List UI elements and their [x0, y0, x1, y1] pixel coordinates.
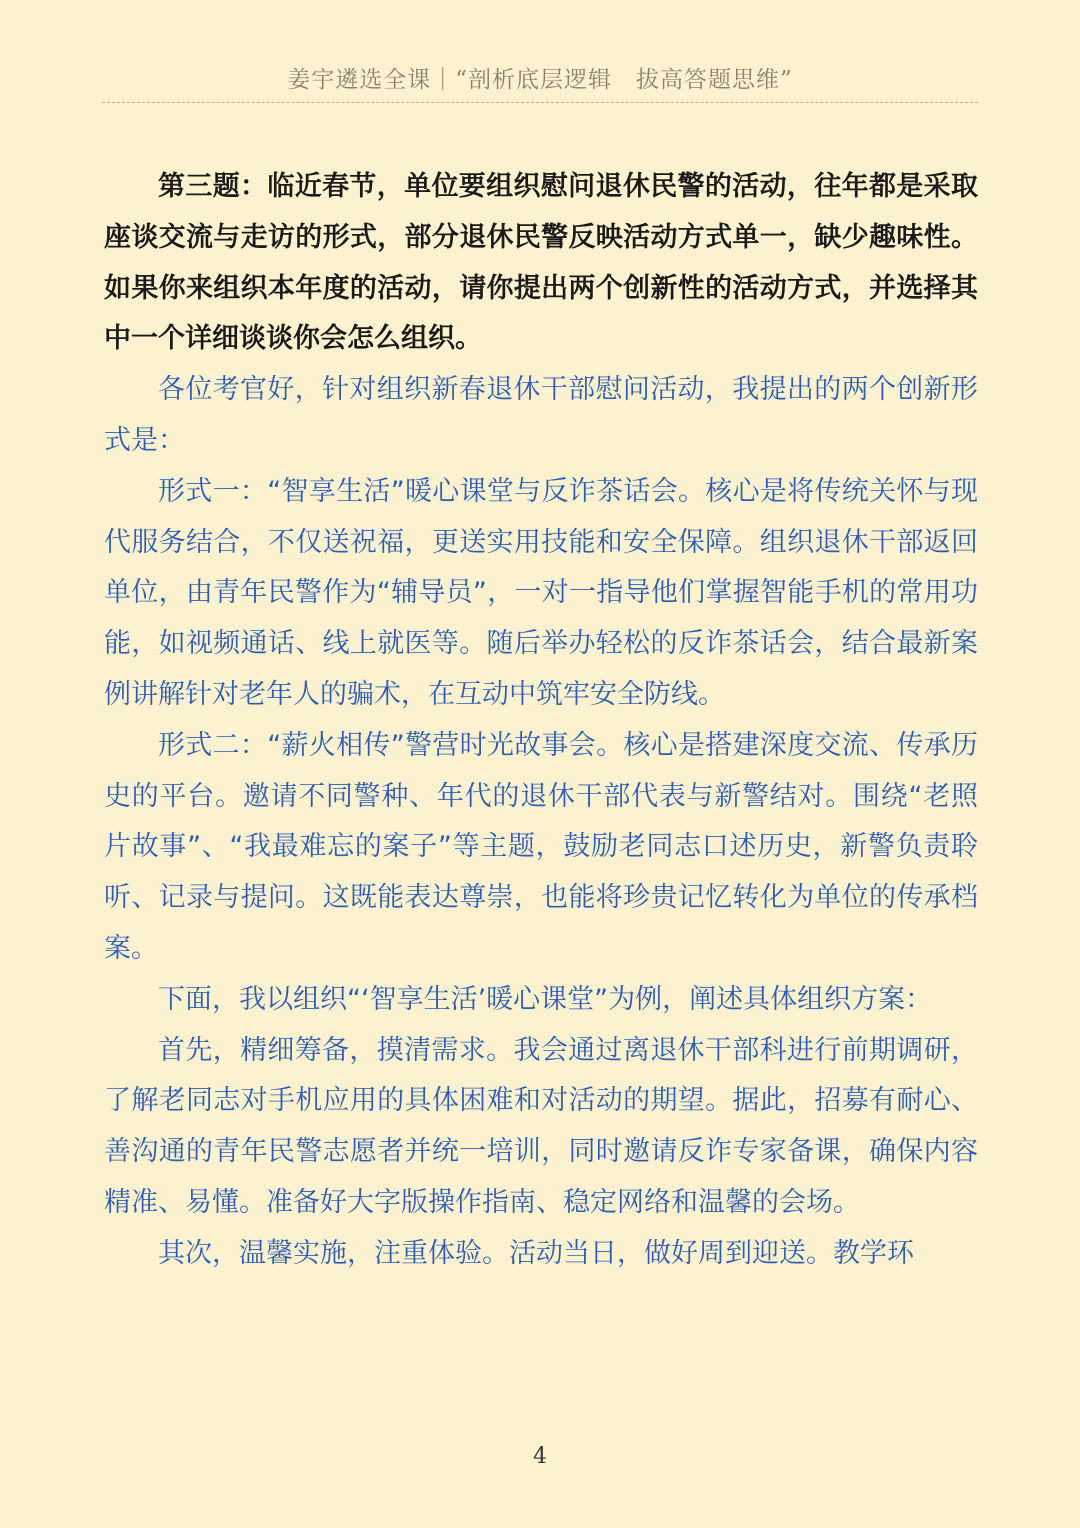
answer-paragraph-plan-intro: 下面，我以组织“‘智享生活’暖心课堂”为例，阐述具体组织方案： [158, 983, 933, 1015]
answer-paragraph-step-two: 其次，温馨实施，注重体验。活动当日，做好周到迎送。教学环 [158, 1237, 914, 1269]
header-title: 姜宇遴选全课｜“剖析底层逻辑 拔高答题思维” [287, 67, 793, 93]
page-header [102, 58, 978, 103]
answer-paragraph-intro: 各位考官好，针对组织新春退休干部慰问活动，我提出的两个创新形式是： [104, 374, 978, 456]
document-body [104, 162, 978, 1280]
answer-paragraph-form-two: 形式二：“薪火相传”警营时光故事会。核心是搭建深度交流、传承历史的平台。邀请不同警种、年代的退休干部代表与新警结对。围绕“老照片故事”、“我最难忘的案子”等主题，鼓励老同志口述历史，新警负责聆听、记录与提问。这既能表达尊崇，也能将珍贵记忆转化为单位的传承档案。 [104, 729, 978, 964]
answer-paragraph-step-one: 首先，精细筹备，摸清需求。我会通过离退休干部科进行前期调研，了解老同志对手机应用的具体困难和对活动的期望。据此，招募有耐心、善沟通的青年民警志愿者并统一培训，同时邀请反诈专家备课，确保内容精准、易懂。准备好大字版操作指南、稳定网络和温馨的会场。 [104, 1034, 978, 1218]
question-paragraph: 第三题：临近春节，单位要组织慰问退休民警的活动，往年都是采取座谈交流与走访的形式，部分退休民警反映活动方式单一，缺少趣味性。如果你来组织本年度的活动，请你提出两个创新性的活动方式，并选择其中一个详细谈谈你会怎么组织。 [104, 171, 978, 355]
answer-paragraph-form-one: 形式一：“智享生活”暖心课堂与反诈茶话会。核心是将传统关怀与现代服务结合，不仅送祝福，更送实用技能和安全保障。组织退休干部返回单位，由青年民警作为“辅导员”，一对一指导他们掌握智能手机的常用功能，如视频通话、线上就医等。随后举办轻松的反诈茶话会，结合最新案例讲解针对老年人的骗术，在互动中筑牢安全防线。 [104, 475, 978, 710]
page-number: 4 [533, 1444, 547, 1469]
